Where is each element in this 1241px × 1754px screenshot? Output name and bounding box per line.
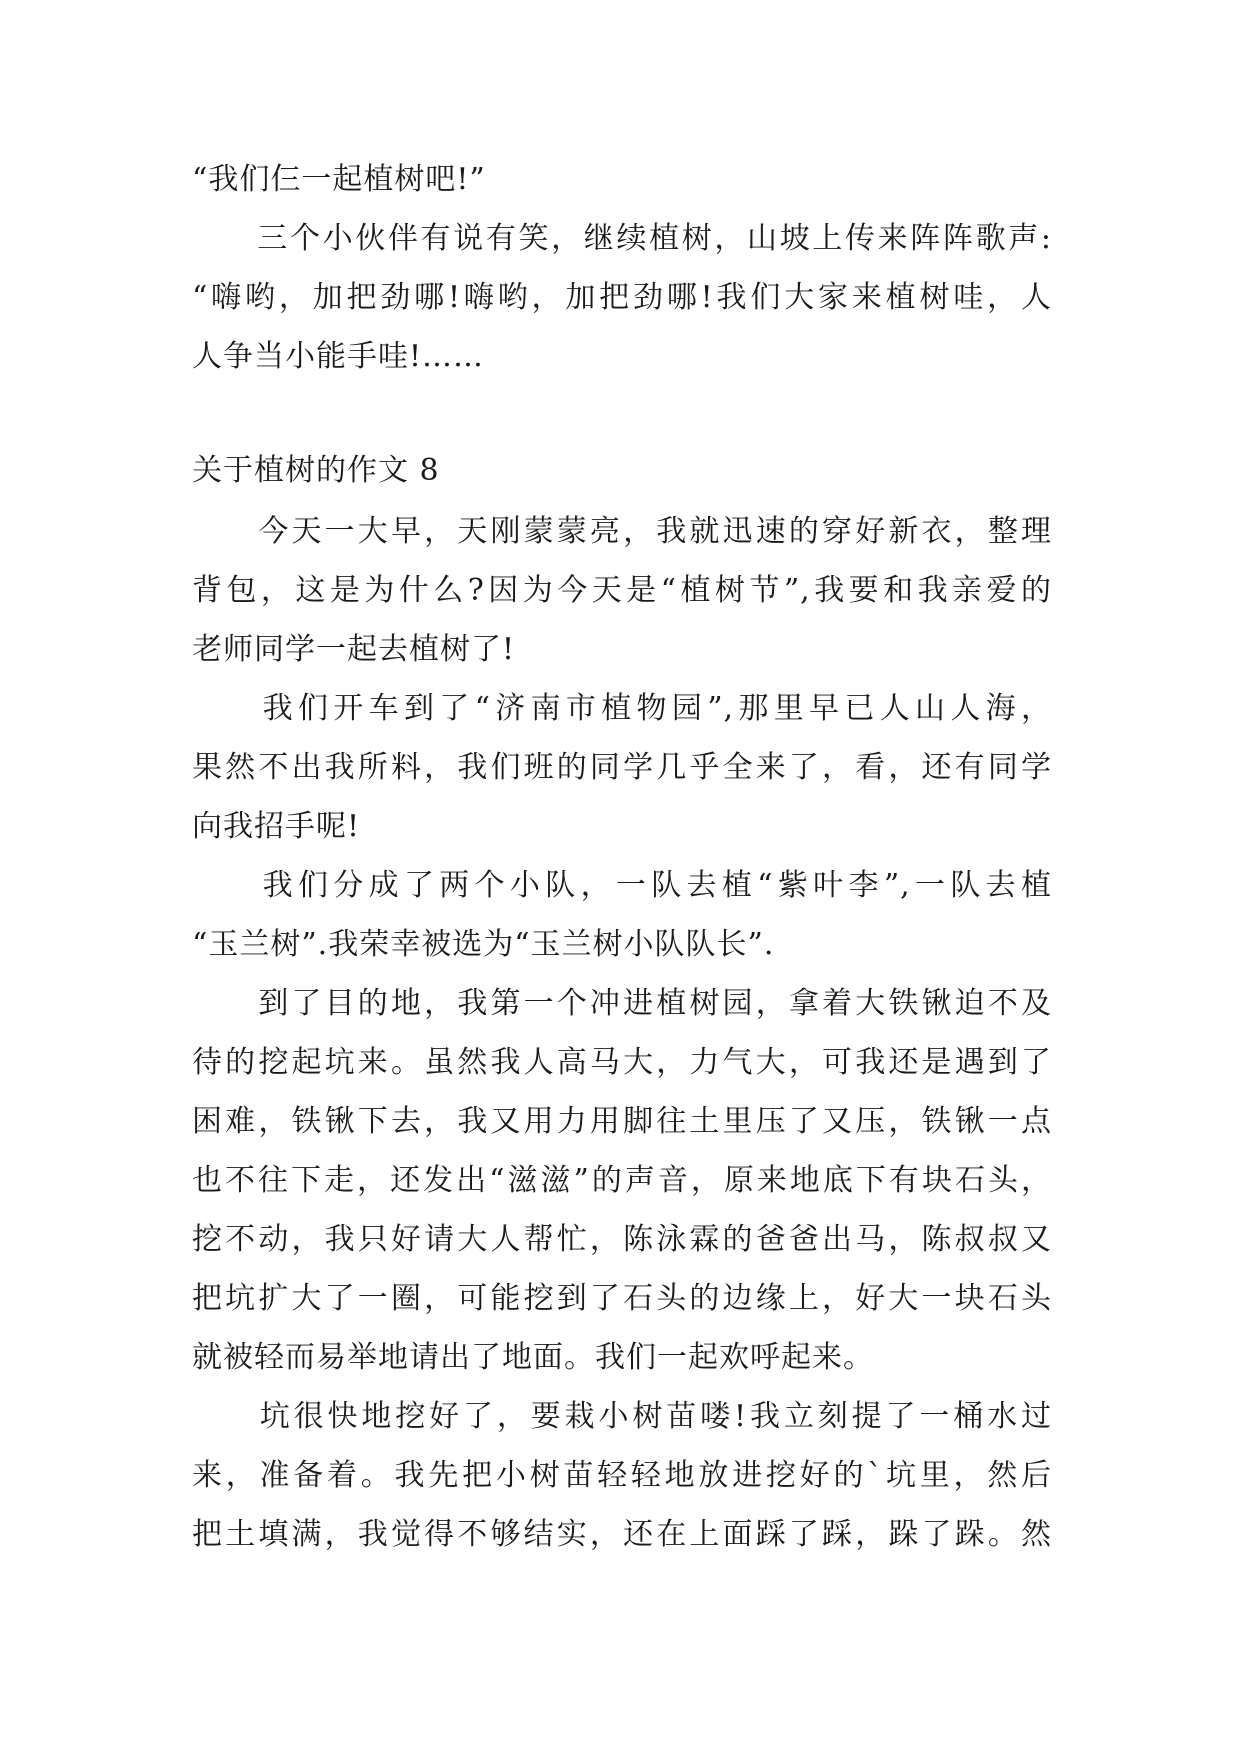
text-line: 老师同学一起去植树了!: [192, 632, 516, 667]
text-line: 来，准备着。我先把小树苗轻轻地放进挖好的`坑里，然后: [192, 1458, 1052, 1493]
section-heading: 关于植树的作文 8: [192, 453, 440, 488]
text-line: 我们分成了两个小队，一队去植“紫叶李”,一队去植: [192, 868, 1052, 903]
text-line: 就被轻而易举地请出了地面。我们一起欢呼起来。: [192, 1340, 874, 1375]
text-line: 也不往下走，还发出“滋滋”的声音，原来地底下有块石头，: [192, 1163, 1052, 1198]
text-line: 待的挖起坑来。虽然我人高马大，力气大，可我还是遇到了: [192, 1045, 1052, 1080]
text-line: 到了目的地，我第一个冲进植树园，拿着大铁锹迫不及: [192, 986, 1052, 1021]
text-line: 人争当小能手哇!……: [192, 339, 485, 374]
text-line: 把土填满，我觉得不够结实，还在上面踩了踩，跺了跺。然: [192, 1517, 1052, 1552]
text-line: 坑很快地挖好了，要栽小树苗喽!我立刻提了一桶水过: [192, 1399, 1052, 1434]
document-page: [192, 150, 1052, 1564]
text-line: “玉兰树”.我荣幸被选为“玉兰树小队队长”.: [192, 927, 775, 962]
text-line: “我们仨一起植树吧!”: [192, 162, 486, 197]
text-line: “嗨哟，加把劲哪!嗨哟，加把劲哪!我们大家来植树哇，人: [192, 280, 1052, 315]
section-gap: [192, 386, 1052, 440]
text-line: 三个小伙伴有说有笑，继续植树，山坡上传来阵阵歌声:: [192, 221, 1052, 256]
text-line: 今天一大早，天刚蒙蒙亮，我就迅速的穿好新衣，整理: [192, 514, 1052, 549]
paragraph-block-2: [192, 502, 1052, 1564]
text-line: 挖不动，我只好请大人帮忙，陈泳霖的爸爸出马，陈叔叔又: [192, 1222, 1052, 1257]
text-line: 背包，这是为什么?因为今天是“植树节”,我要和我亲爱的: [192, 573, 1052, 608]
text-line: 把坑扩大了一圈，可能挖到了石头的边缘上，好大一块石头: [192, 1281, 1052, 1316]
text-line: 困难，铁锹下去，我又用力用脚往土里压了又压，铁锹一点: [192, 1104, 1052, 1139]
text-line: 向我招手呢!: [192, 809, 361, 844]
text-line: 果然不出我所料，我们班的同学几乎全来了，看，还有同学: [192, 750, 1052, 785]
text-line: 我们开车到了“济南市植物园”,那里早已人山人海，: [192, 691, 1052, 726]
paragraph-block-1: [192, 150, 1052, 386]
